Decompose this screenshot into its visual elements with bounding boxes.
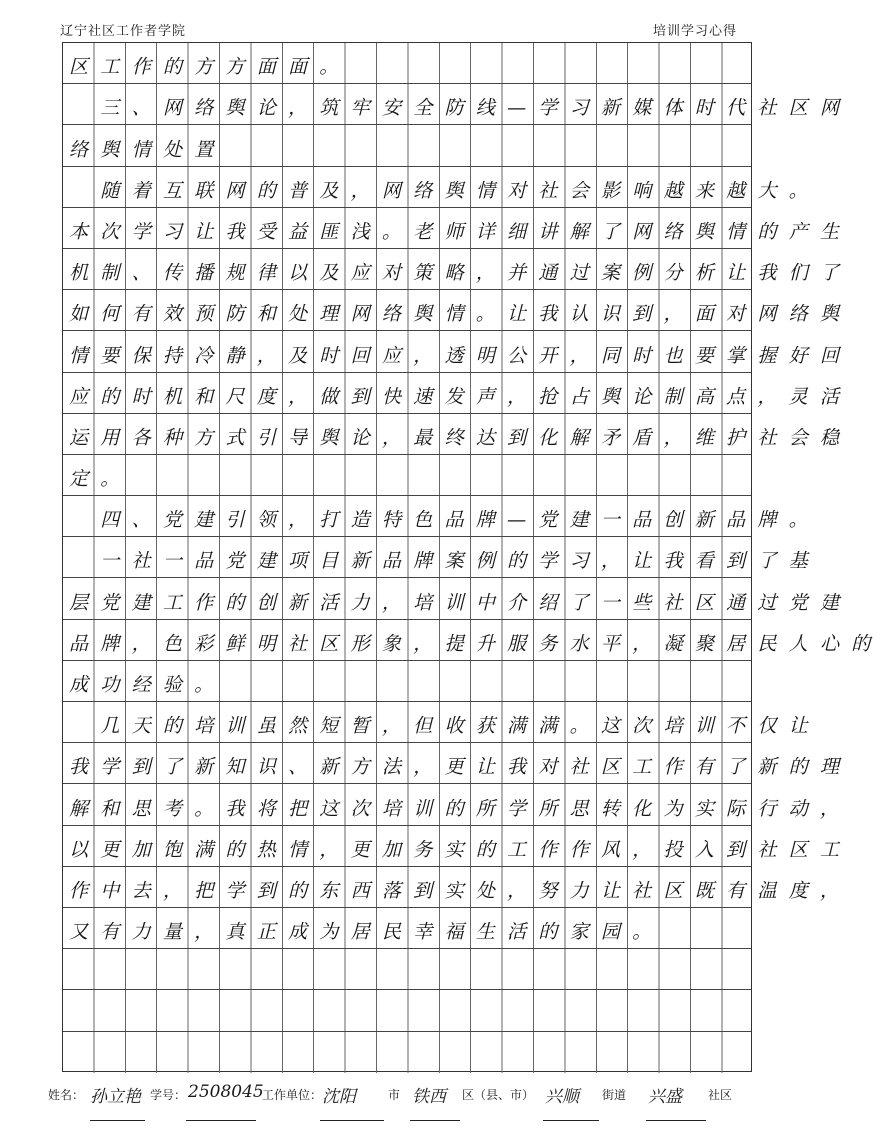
handwritten-line: 品牌，色彩鲜明社区形象，提升服务水平，凝聚居民人心的	[69, 631, 882, 655]
student-info-footer	[0, 1078, 799, 1118]
manuscript-grid	[62, 42, 882, 1072]
grid-row	[63, 373, 852, 414]
handwritten-line: 如何有效预防和处理网络舆情。让我认识到，面对网络舆	[69, 302, 852, 326]
grid-row	[63, 702, 820, 743]
district-underline	[410, 1100, 460, 1121]
handwritten-line: 随着互联网的普及，网络舆情对社会影响越来越大。	[69, 178, 820, 202]
handwritten-line: 一社一品党建项目新品牌案例的学习，让我看到了基	[69, 549, 820, 573]
handwritten-line: 应的时机和尺度，做到快速发声，抢占舆论制高点，灵活	[69, 384, 852, 408]
handwritten-line: 几天的培训虽然短暂，但收获满满。这次培训不仅让	[69, 714, 820, 738]
grid-row	[63, 537, 820, 578]
community-suffix: 社区	[708, 1088, 733, 1102]
grid-row	[63, 620, 882, 661]
grid-row	[63, 208, 852, 249]
handwritten-line: 本次学习让我受益匪浅。老师详细讲解了网络舆情的产生	[69, 219, 852, 243]
grid-row	[63, 125, 751, 166]
handwritten-line: 定。	[69, 467, 132, 491]
page-header	[0, 0, 799, 42]
grid-row	[63, 455, 751, 496]
handwritten-line: 以更加饱满的热情，更加务实的工作作风，投入到社区工	[69, 837, 852, 861]
street-value: 兴顺	[545, 1087, 579, 1107]
handwritten-line: 运用各种方式引导舆论，最终达到化解矛盾，维护社会稳	[69, 425, 852, 449]
grid-row	[63, 661, 751, 702]
street-underline	[543, 1100, 599, 1121]
grid-row	[63, 43, 751, 84]
grid-row	[63, 867, 852, 908]
grid-row	[63, 290, 852, 331]
community-underline	[646, 1100, 706, 1121]
institution-title: 辽宁社区工作者学院	[60, 24, 187, 39]
grid-row	[63, 496, 820, 537]
name-label: 姓名：	[48, 1088, 85, 1102]
id-value: 2508045	[188, 1082, 264, 1102]
handwritten-line: 区工作的方方面面。	[69, 55, 351, 79]
handwritten-line: 四、党建引领，打造特色品牌—党建一品创新品牌。	[69, 508, 820, 532]
district-suffix: 区（县、市）	[462, 1088, 535, 1102]
community-value: 兴盛	[648, 1087, 682, 1107]
handwritten-line: 三、网络舆论，筑牢安全防线—学习新媒体时代社区网	[69, 96, 852, 120]
handwritten-line: 机制、传播规律以及应对策略，并通过案例分析让我们了	[69, 261, 852, 285]
grid-row	[63, 743, 852, 784]
grid-row	[63, 331, 852, 372]
grid-row	[63, 908, 751, 949]
grid-row	[63, 826, 852, 867]
grid-row	[63, 578, 852, 619]
district-value: 铁西	[412, 1087, 446, 1107]
grid-row	[63, 84, 852, 125]
grid-row	[63, 167, 820, 208]
grid-row	[63, 949, 751, 990]
city-suffix: 市	[388, 1088, 401, 1102]
id-label: 学号：	[150, 1088, 187, 1102]
street-suffix: 街道	[602, 1088, 627, 1102]
city-value: 沈阳	[322, 1087, 356, 1107]
name-value: 孙立艳	[90, 1087, 141, 1107]
handwritten-line: 层党建工作的创新活力，培训中介绍了一些社区通过党建	[69, 590, 852, 614]
id-underline	[186, 1100, 256, 1121]
handwritten-line: 情要保持冷静，及时回应，透明公开，同时也要掌握好回	[69, 343, 852, 367]
handwritten-line: 又有力量，真正成为居民幸福生活的家园。	[69, 920, 664, 944]
name-underline	[90, 1100, 145, 1121]
handwritten-line: 解和思考。我将把这次培训的所学所思转化为实际行动，	[69, 796, 852, 820]
grid-row	[63, 249, 852, 290]
handwritten-line: 作中去，把学到的东西落到实处，努力让社区既有温度，	[69, 878, 852, 902]
handwritten-line: 我学到了新知识、新方法，更让我对社区工作有了新的理	[69, 755, 852, 779]
handwritten-line: 络舆情处置	[69, 137, 226, 161]
grid-row	[63, 1032, 751, 1073]
city-underline	[320, 1100, 384, 1121]
grid-row	[63, 784, 852, 825]
grid-row	[63, 414, 852, 455]
handwritten-line: 成功经验。	[69, 673, 226, 696]
unit-label: 工作单位：	[262, 1088, 323, 1102]
grid-row	[63, 990, 751, 1031]
document-type: 培训学习心得	[652, 24, 737, 39]
